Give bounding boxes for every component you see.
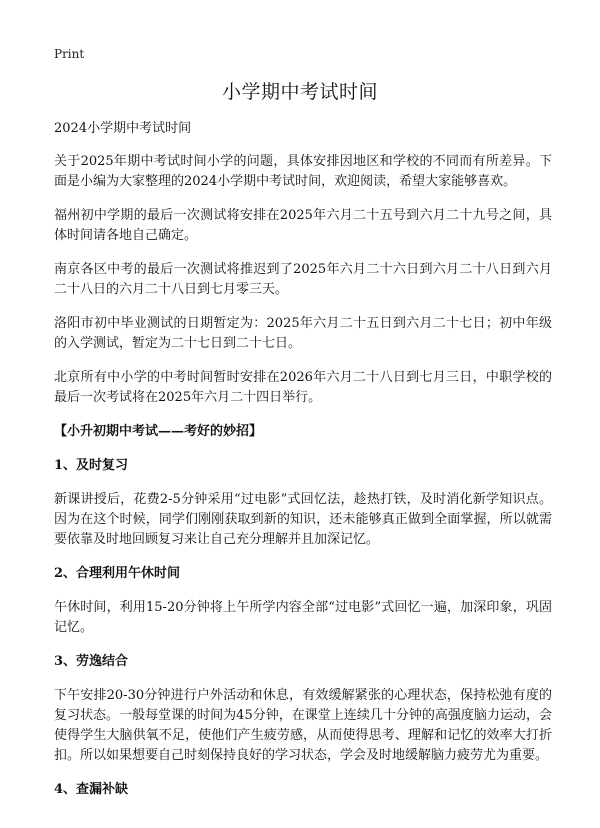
document-subtitle: 2024小学期中考试时间 <box>54 121 192 136</box>
fuzhou-paragraph: 福州初中学期的最后一次测试将安排在2025年六月二十五号到六月二十九号之间，具体时间请各地自己确定。 <box>54 208 552 243</box>
section-body-timely-review: 新课讲授后，花费2-5分钟采用“过电影”式回忆法，趁热打铁，及时消化新学知识点。因为在这个时候，同学们刚刚获取到新的知识，还未能够真正做到全面掌握，所以就需要依靠及时地回顾复习来让自己充分理解并且加深记忆。 <box>54 492 552 547</box>
luoyang-paragraph: 洛阳市初中毕业测试的日期暂定为：2025年六月二十五日到六月二十七日；初中年级的入学测试，暂定为二十七日到二十七日。 <box>54 316 552 351</box>
section-body-noon-break: 午休时间，利用15-20分钟将上午所学内容全部“过电影”式回忆一遍，加深印象，巩固记忆。 <box>54 600 552 635</box>
intro-paragraph: 关于2025年期中考试时间小学的问题，具体安排因地区和学校的不同而有所差异。下面是小编为大家整理的2024小学期中考试时间，欢迎阅读，希望大家能够喜欢。 <box>54 154 552 189</box>
section-body-rest-balance: 下午安排20-30分钟进行户外活动和休息，有效缓解紧张的心理状态，保持松弛有度的复习状态。一般每堂课的时间为45分钟，在课堂上连续几十分钟的高强度脑力运动，会使得学生大脑供氧不足，使他们产生疲劳感，从而使得思考、理解和记忆的效率大打折扣。所以如果想要自己时刻保持良好的学习状态，学会及时地缓解脑力疲劳尤为重要。 <box>54 688 552 763</box>
print-label[interactable]: Print <box>54 47 85 61</box>
section-heading-noon-break: 2、合理利用午休时间 <box>54 566 181 581</box>
tips-heading: 【小升初期中考试——考好的妙招】 <box>54 424 263 439</box>
document-content <box>54 119 552 814</box>
beijing-paragraph: 北京所有中小学的中考时间暂时安排在2026年六月二十八日到七月三日，中职学校的最后一次考试将在2025年六月二十四日举行。 <box>54 370 552 405</box>
section-heading-rest-balance: 3、劳逸结合 <box>54 654 129 669</box>
section-heading-fill-gaps: 4、查漏补缺 <box>54 782 129 797</box>
nanjing-paragraph: 南京各区中考的最后一次测试将推迟到了2025年六月二十六日到六月二十八日到六月二十八日的六月二十八日到七月零三天。 <box>54 262 552 297</box>
section-heading-timely-review: 1、及时复习 <box>54 458 129 473</box>
page-title: 小学期中考试时间 <box>221 81 378 103</box>
